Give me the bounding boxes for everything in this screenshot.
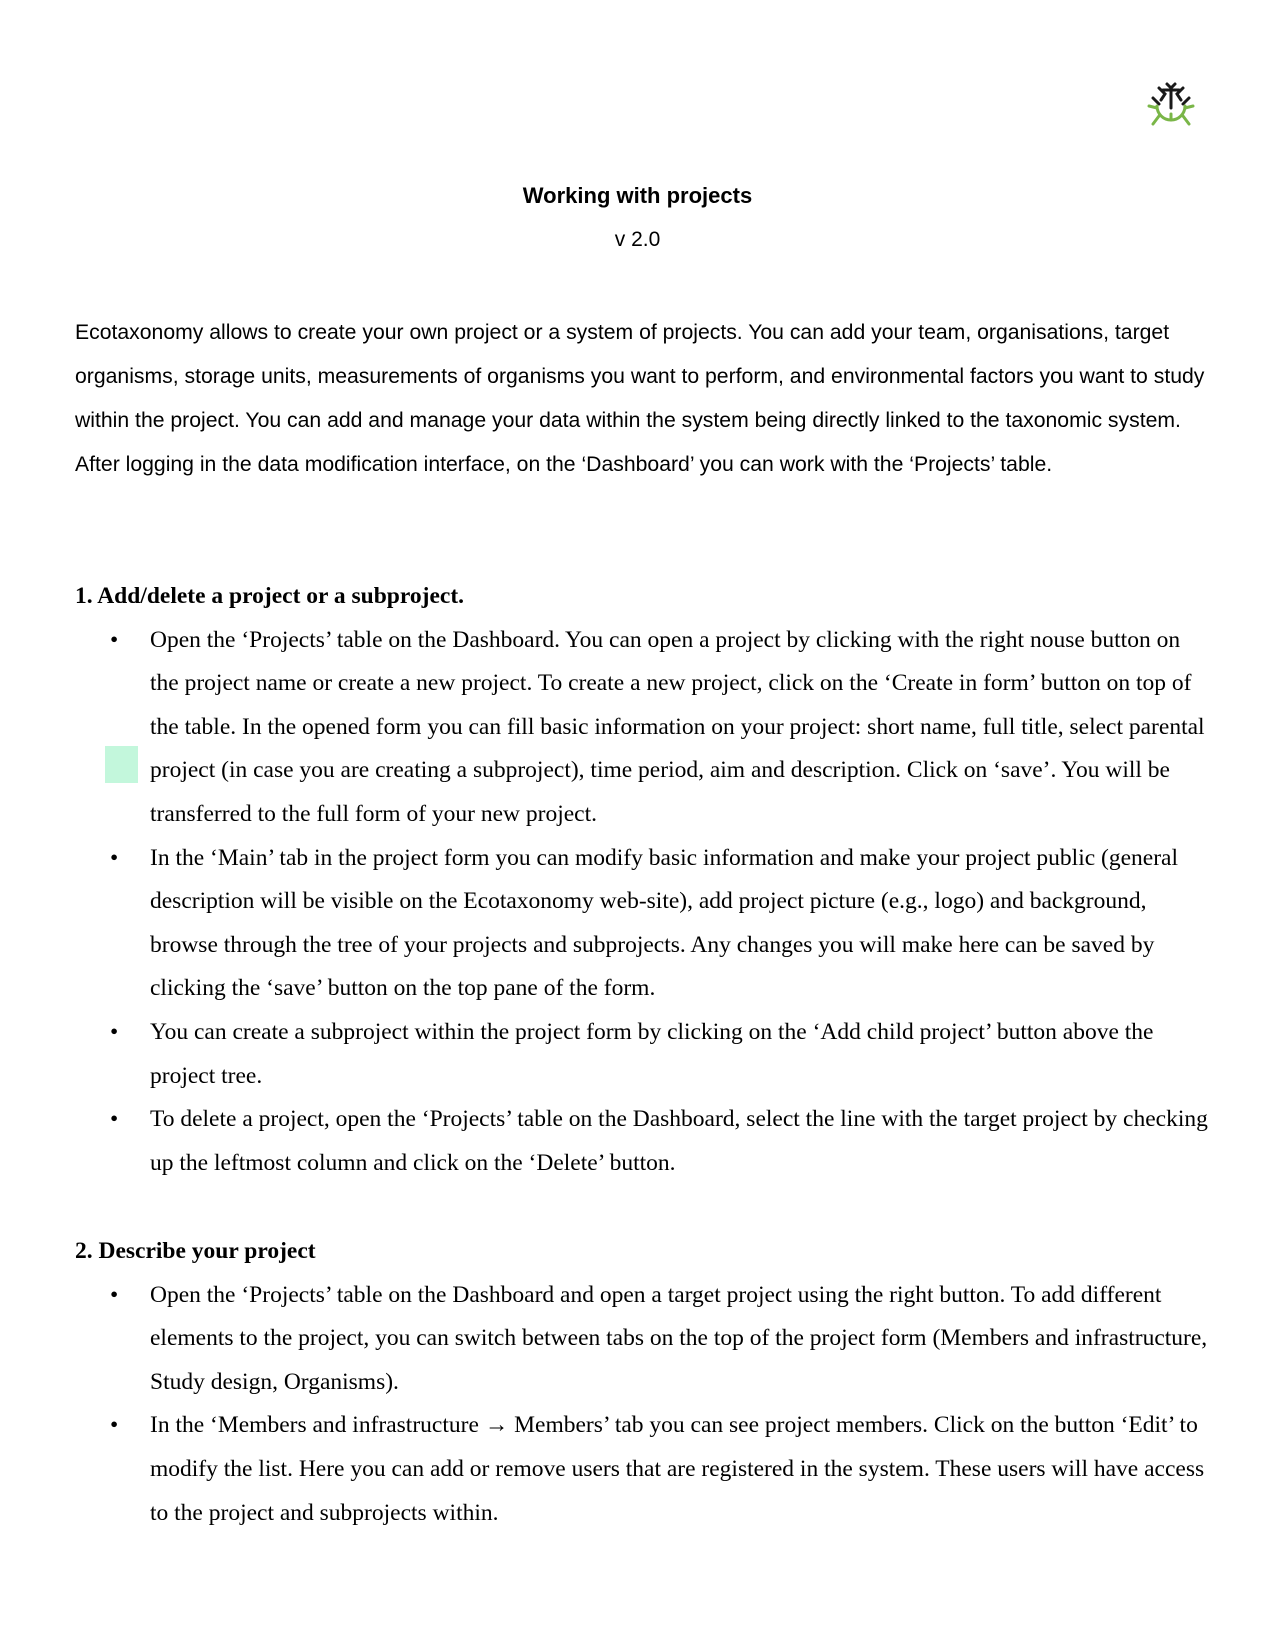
intro-paragraph: Ecotaxonomy allows to create your own project or a system of projects. You can add your team, organisations, target organisms, storage units, measurements of organisms you want to perform, and environmental factors you want to study within the project. You can add and manage your data within the system being directly linked to the taxonomic system. After logging in the data modification interface, on the ‘Dashboard’ you can work with the ‘Projects’ table. bbox=[75, 321, 1205, 476]
document-version: v 2.0 bbox=[614, 228, 661, 251]
list-item: • In the ‘Members and infrastructure → Members’ tab you can see project members. Click on the button ‘Edit’ to modify the list. Here you can add or remove users that are registered in the system. These users will have access to the project and subprojects within. bbox=[110, 1412, 1205, 1526]
document-title: Working with projects bbox=[522, 183, 753, 208]
list-item: • In the ‘Main’ tab in the project form you can modify basic information and make your project public (general description will be visible on the Ecotaxonomy web-site), add project picture (e.g., logo) and background, browse through the tree of your projects and subprojects. Any changes you will make here can be saved by clicking the ‘save’ button on the top pane of the form. bbox=[110, 844, 1178, 1002]
list-item: • You can create a subproject within the project form by clicking on the ‘Add child project’ button above the project tree. bbox=[110, 1018, 1154, 1089]
section-add-delete bbox=[75, 575, 1210, 1185]
list-item: • Open the ‘Projects’ table on the Dashboard. You can open a project by clicking with the right nouse button on the project name or create a new project. To create a new project, click on the ‘Create in form’ button on top of the table. In the opened form you can fill basic information on your project: short name, full title, select parental project (in case you are creating a subproject), time period, aim and description. Click on ‘save’. You will be transferred to the full form of your new project. bbox=[110, 626, 1205, 827]
section-heading: 1. Add/delete a project or a subproject. bbox=[75, 583, 465, 609]
section-describe bbox=[75, 1230, 1210, 1535]
section-heading: 2. Describe your project bbox=[75, 1238, 316, 1264]
beetle-logo-icon bbox=[1143, 78, 1199, 128]
list-item: • Open the ‘Projects’ table on the Dashboard and open a target project using the right button. To add different elements to the project, you can switch between tabs on the top of the project form (Members and infrastructure, Study design, Organisms). bbox=[110, 1281, 1208, 1395]
list-item: • To delete a project, open the ‘Projects’ table on the Dashboard, select the line with the target project by checking up the leftmost column and click on the ‘Delete’ button. bbox=[110, 1106, 1208, 1176]
